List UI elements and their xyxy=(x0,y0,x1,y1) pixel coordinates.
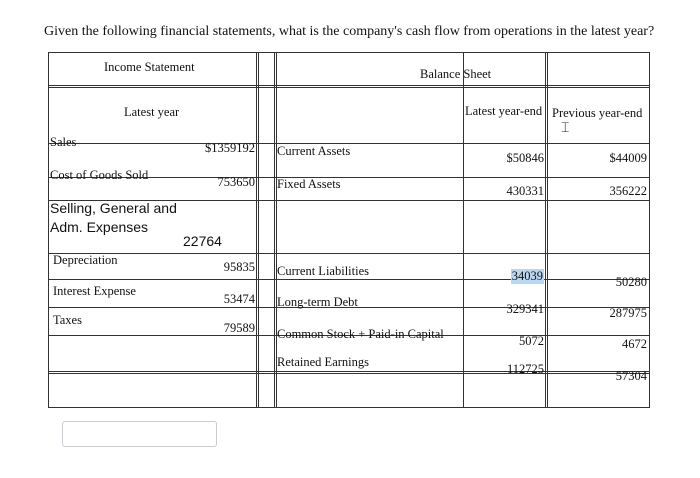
previous-year-end-header: Previous year-end xyxy=(552,106,643,120)
grid-line xyxy=(463,53,464,407)
income-row-value: 95835 xyxy=(223,260,255,274)
balance-row-latest: 34039 xyxy=(511,269,543,283)
balance-row-previous: 4672 xyxy=(622,337,647,351)
balance-row-label: Retained Earnings xyxy=(277,355,369,369)
financial-statements-table xyxy=(48,52,650,408)
income-row-value: 753650 xyxy=(217,175,255,189)
grid-line xyxy=(49,253,649,254)
balance-row-label: Current Liabilities xyxy=(277,264,369,278)
balance-row-latest: 329341 xyxy=(506,302,544,316)
income-row-label: Taxes xyxy=(53,313,82,327)
balance-row-previous: 57304 xyxy=(615,369,647,383)
grid-line xyxy=(49,279,649,280)
income-row-value: $1359192 xyxy=(205,141,255,155)
balance-row-previous: $44009 xyxy=(609,151,647,165)
income-row-label: Selling, General and Adm. Expenses xyxy=(50,200,177,235)
income-row-value: 22764 xyxy=(183,233,222,249)
balance-row-previous: 287975 xyxy=(609,306,647,320)
income-row-label: Interest Expense xyxy=(53,284,136,298)
question-text: Given the following financial statements, what is the company's cash flow from operations in the latest year? xyxy=(44,24,655,39)
balance-row-latest: 112725 xyxy=(506,362,544,376)
income-row-value: 53474 xyxy=(223,292,255,306)
grid-line xyxy=(256,53,259,407)
grid-line xyxy=(274,53,277,407)
latest-year-end-header: Latest year-end xyxy=(465,104,543,118)
income-row-label: Cost of Goods Sold xyxy=(50,168,149,182)
latest-year-header: Latest year xyxy=(124,105,180,119)
income-statement-header: Income Statement xyxy=(104,60,195,74)
balance-row-latest: $50846 xyxy=(506,151,544,165)
balance-row-label: Long-term Debt xyxy=(277,295,358,309)
balance-row-label: Common Stock + Paid-in Capital xyxy=(277,327,444,341)
balance-sheet-header: Balance Sheet xyxy=(420,67,492,81)
balance-row-previous: 50280 xyxy=(615,275,647,289)
balance-row-label: Current Assets xyxy=(277,144,351,158)
balance-row-label: Fixed Assets xyxy=(277,177,341,191)
income-row-value: 79589 xyxy=(223,321,255,335)
balance-row-previous: 356222 xyxy=(609,184,647,198)
income-row-label: Depreciation xyxy=(53,253,118,267)
answer-input[interactable] xyxy=(62,421,217,447)
income-row-label: Sales xyxy=(50,135,77,149)
text-cursor-icon: ⌶ xyxy=(561,121,570,136)
grid-line xyxy=(49,371,649,374)
grid-line xyxy=(49,85,649,88)
balance-row-latest: 5072 xyxy=(519,334,544,348)
grid-line xyxy=(545,53,548,407)
balance-row-latest: 430331 xyxy=(506,184,544,198)
